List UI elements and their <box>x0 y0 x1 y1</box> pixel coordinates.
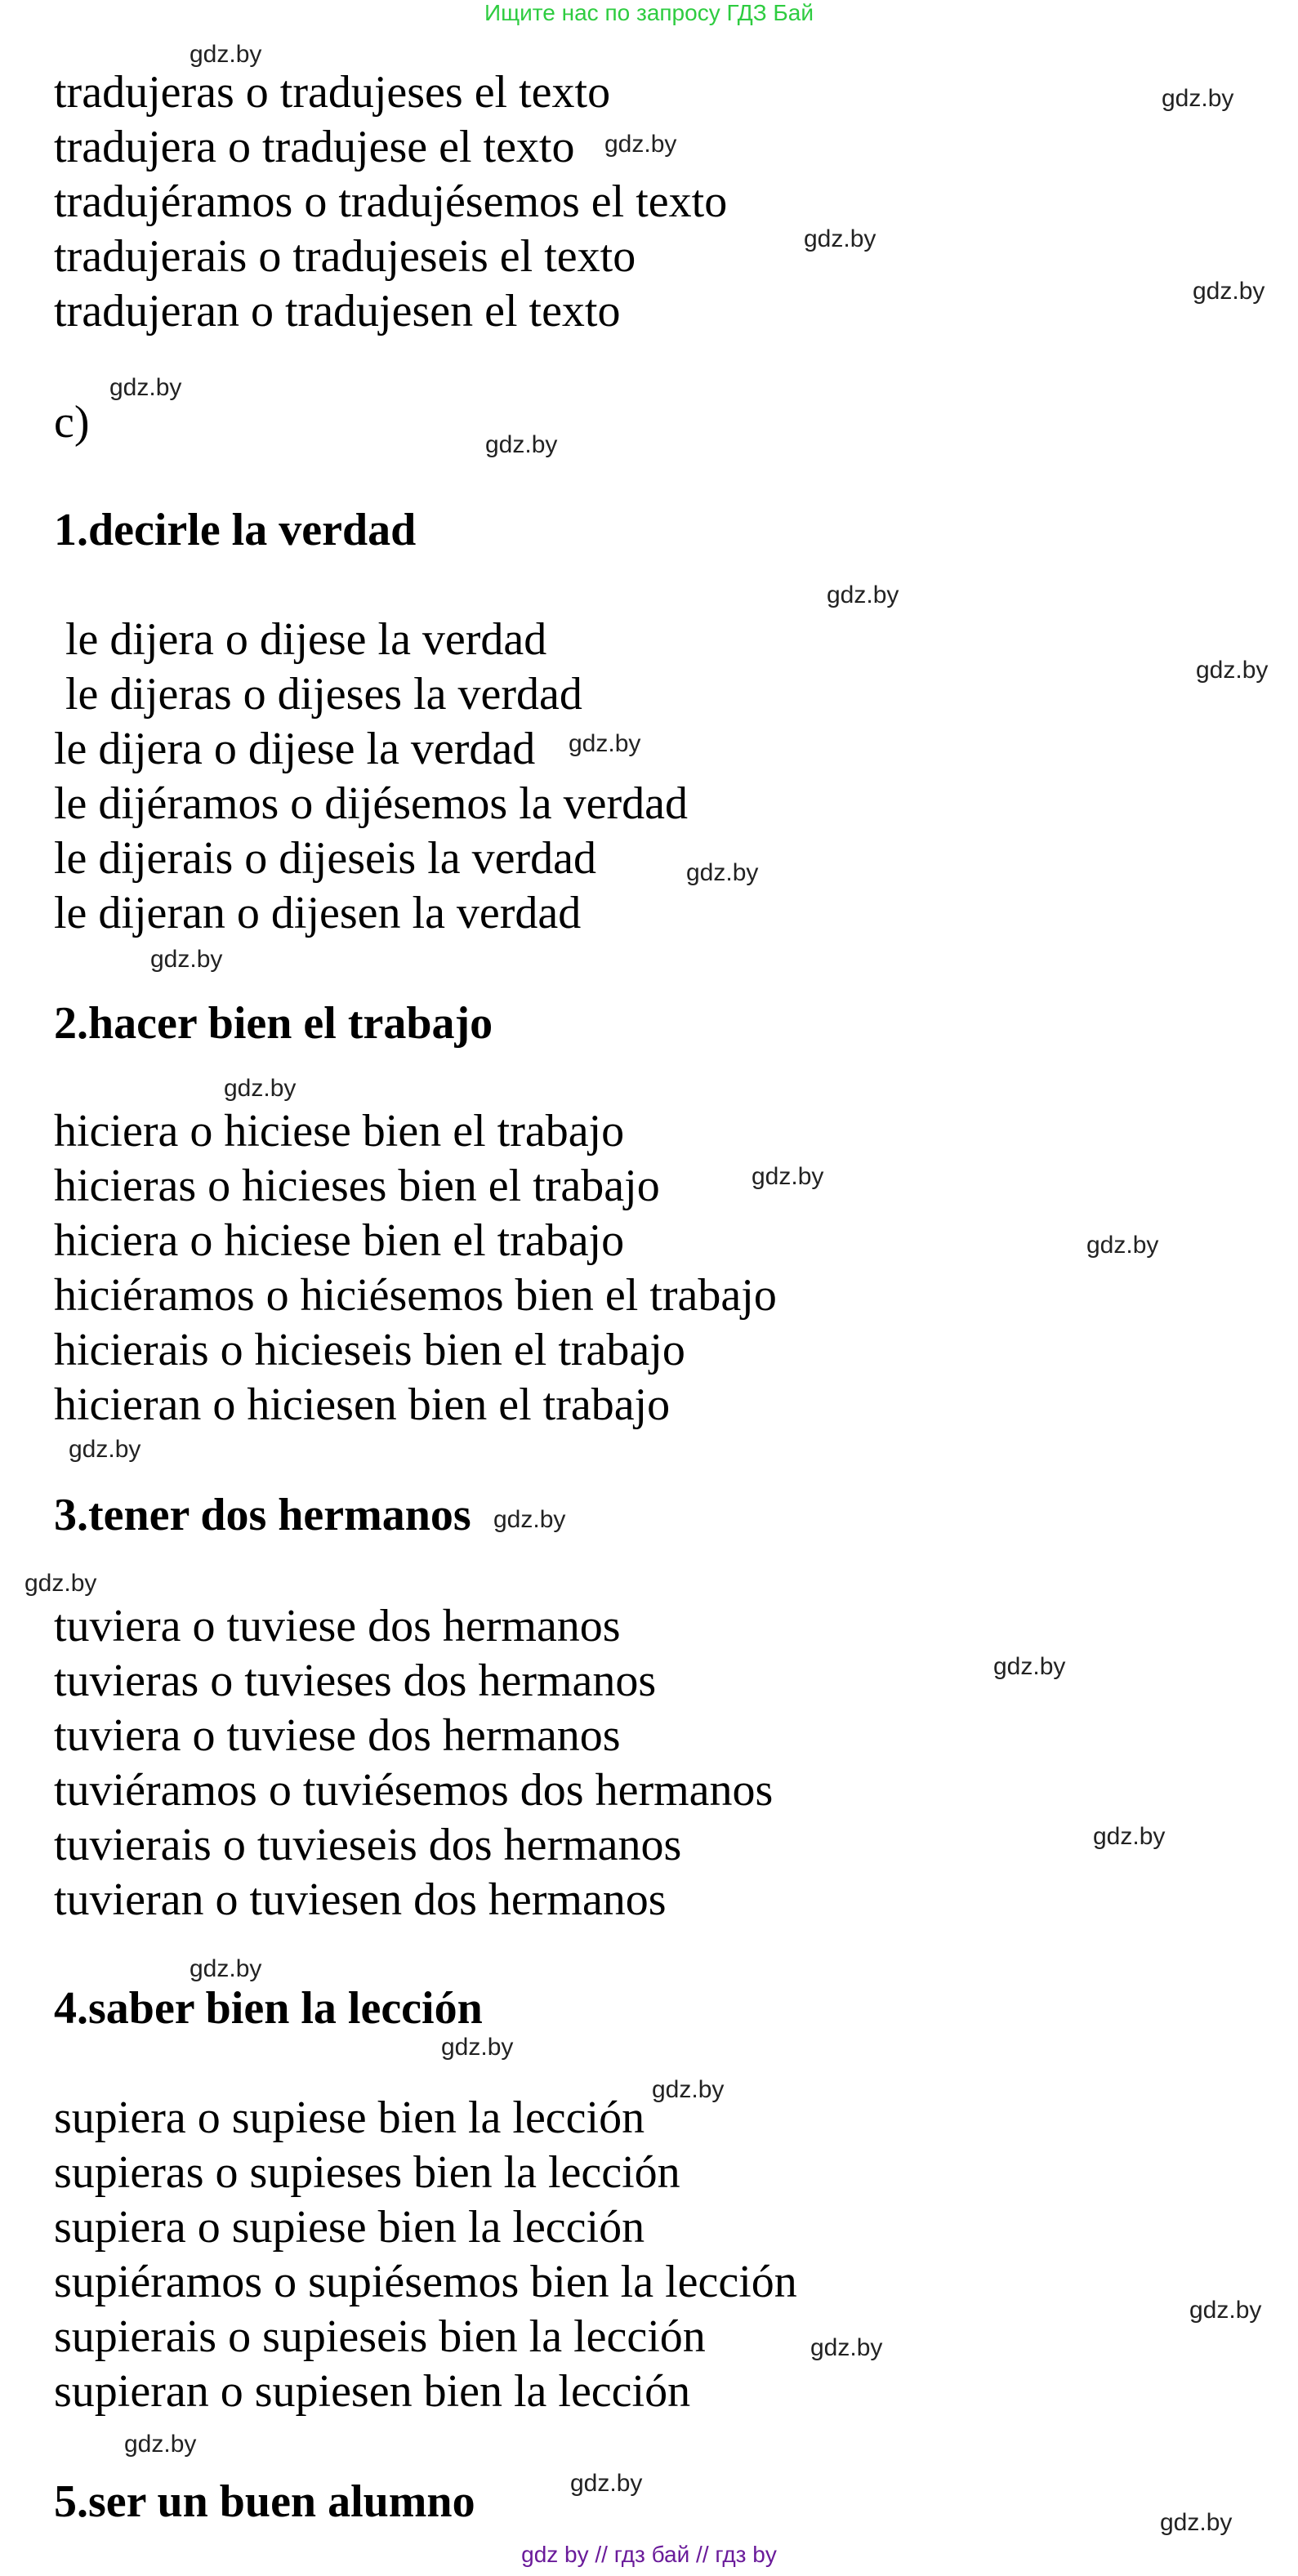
conjugation-line: tuvieras o tuvieses dos hermanos <box>54 1656 657 1706</box>
watermark-text: gdz.by <box>810 2334 883 2361</box>
watermark-text: gdz.by <box>69 1436 141 1463</box>
conjugation-line: tuviera o tuviese dos hermanos <box>54 1710 621 1761</box>
watermark-text: gdz.by <box>1193 278 1265 305</box>
section-b-line: tradujeras o tradujeses el texto <box>54 67 611 118</box>
watermark-text: gdz.by <box>124 2431 197 2458</box>
watermark-text: gdz.by <box>25 1570 97 1597</box>
bottom-banner[interactable]: gdz by // гдз бай // гдз by <box>521 2542 777 2567</box>
conjugation-line: supiéramos o supiésemos bien la lección <box>54 2257 797 2307</box>
watermark-text: gdz.by <box>150 946 223 973</box>
conjugation-line: hicierais o hicieseis bien el trabajo <box>54 1325 685 1375</box>
watermark-text: gdz.by <box>109 374 182 401</box>
conjugation-line: hicieran o hiciesen bien el trabajo <box>54 1379 671 1430</box>
watermark-text: gdz.by <box>1160 2509 1233 2536</box>
watermark-text: gdz.by <box>1086 1232 1159 1259</box>
conjugation-line: supiera o supiese bien la lección <box>54 2202 645 2253</box>
watermark-text: gdz.by <box>804 225 876 252</box>
conjugation-line: supieran o supiesen bien la lección <box>54 2366 691 2417</box>
conjugation-line: le dijerais o dijeseis la verdad <box>54 833 596 884</box>
section-b-line: tradujeran o tradujesen el texto <box>54 286 621 336</box>
conjugation-line: le dijeras o dijeses la verdad <box>54 669 582 720</box>
item-heading-decirle: 1.decirle la verdad <box>54 505 417 555</box>
watermark-text: gdz.by <box>569 730 641 757</box>
watermark-text: gdz.by <box>441 2034 514 2061</box>
conjugation-line: hiciéramos o hiciésemos bien el trabajo <box>54 1270 777 1321</box>
watermark-text: gdz.by <box>1093 1823 1166 1850</box>
section-c-label: c) <box>54 397 90 448</box>
item-heading-tener: 3.tener dos hermanos <box>54 1490 471 1540</box>
watermark-text: gdz.by <box>752 1163 824 1190</box>
item-heading-ser: 5.ser un buen alumno <box>54 2476 475 2527</box>
watermark-text: gdz.by <box>224 1075 297 1102</box>
conjugation-line: tuvieran o tuviesen dos hermanos <box>54 1874 667 1925</box>
watermark-text: gdz.by <box>1196 657 1269 684</box>
watermark-text: gdz.by <box>1189 2297 1262 2324</box>
watermark-text: gdz.by <box>190 41 262 68</box>
conjugation-line: tuviera o tuviese dos hermanos <box>54 1601 621 1651</box>
watermark-text: gdz.by <box>604 131 677 158</box>
section-b-line: tradujéramos o tradujésemos el texto <box>54 176 728 227</box>
conjugation-line: tuvierais o tuvieseis dos hermanos <box>54 1820 682 1870</box>
section-b-line: tradujera o tradujese el texto <box>54 122 575 172</box>
conjugation-line: tuviéramos o tuviésemos dos hermanos <box>54 1765 774 1816</box>
watermark-text: gdz.by <box>485 431 558 458</box>
conjugation-line: supierais o supieseis bien la lección <box>54 2311 706 2362</box>
watermark-text: gdz.by <box>993 1653 1066 1680</box>
conjugation-line: hicieras o hicieses bien el trabajo <box>54 1161 660 1211</box>
conjugation-line: le dijera o dijese la verdad <box>54 724 536 774</box>
conjugation-line: le dijéramos o dijésemos la verdad <box>54 778 688 829</box>
top-banner[interactable]: Ищите нас по запросу ГДЗ Бай <box>484 0 814 25</box>
watermark-text: gdz.by <box>570 2470 643 2497</box>
watermark-text: gdz.by <box>827 582 899 608</box>
item-heading-hacer: 2.hacer bien el trabajo <box>54 998 493 1049</box>
conjugation-line: le dijeran o dijesen la verdad <box>54 888 582 938</box>
watermark-text: gdz.by <box>493 1506 566 1533</box>
item-heading-saber: 4.saber bien la lección <box>54 1983 483 2034</box>
conjugation-line: le dijera o dijese la verdad <box>54 614 547 665</box>
conjugation-line: supieras o supieses bien la lección <box>54 2147 680 2198</box>
watermark-text: gdz.by <box>190 1955 262 1982</box>
conjugation-line: supiera o supiese bien la lección <box>54 2092 645 2143</box>
conjugation-line: hiciera o hiciese bien el trabajo <box>54 1215 625 1266</box>
watermark-text: gdz.by <box>686 859 759 886</box>
watermark-text: gdz.by <box>1162 85 1234 112</box>
section-b-line: tradujerais o tradujeseis el texto <box>54 231 636 282</box>
watermark-text: gdz.by <box>652 2076 725 2103</box>
conjugation-line: hiciera o hiciese bien el trabajo <box>54 1106 625 1157</box>
